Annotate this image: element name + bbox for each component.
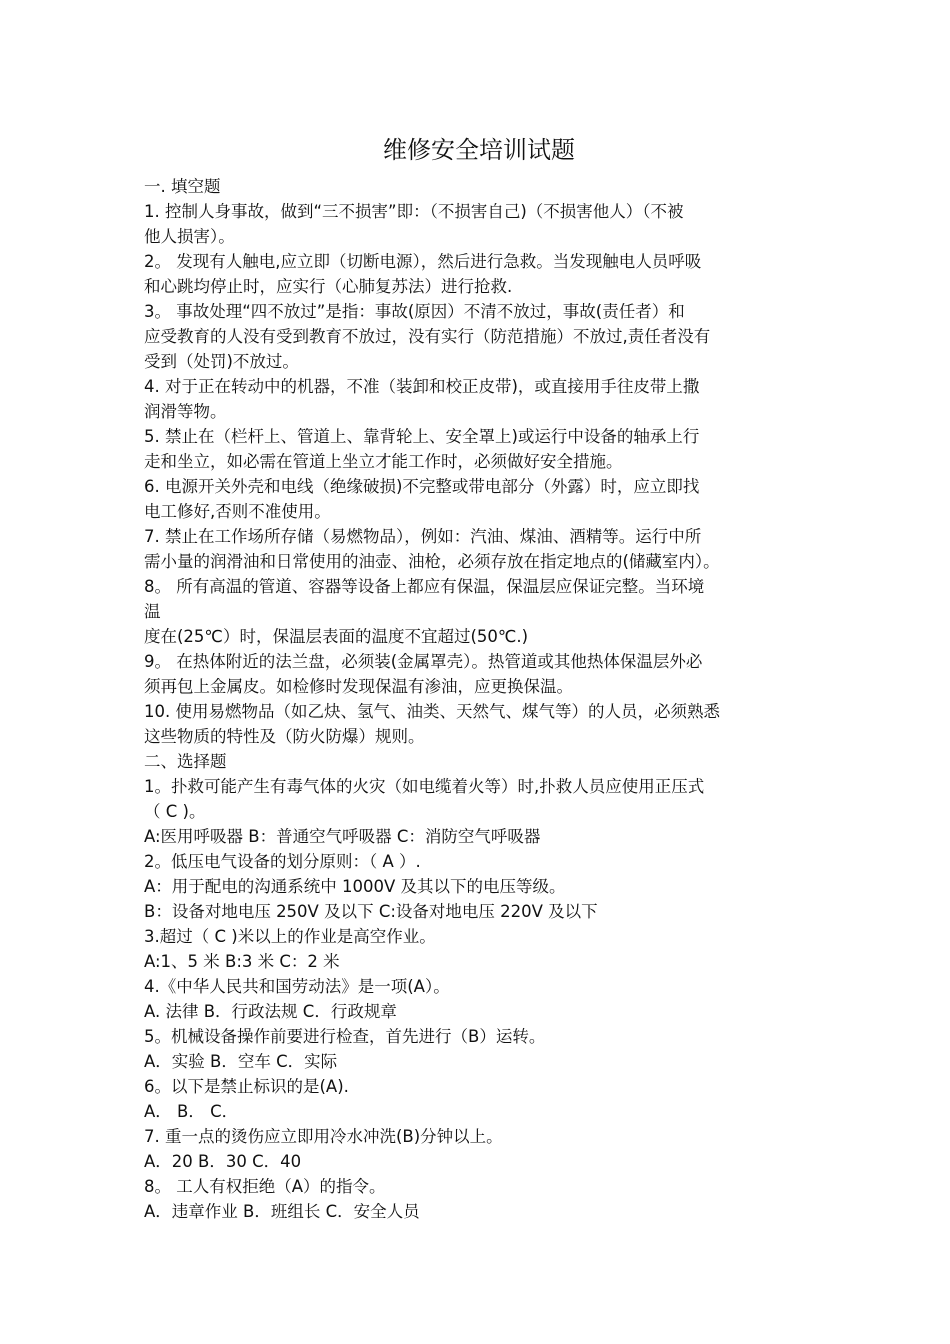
text-line: 1。扑救可能产生有毒气体的火灾（如电缆着火等）时,扑救人员应使用正压式 <box>144 777 705 796</box>
text-line: 6. 电源开关外壳和电线（绝缘破损)不完整或带电部分（外露）时，应立即找 <box>144 477 700 496</box>
text-line: 和心跳均停止时，应实行（心肺复苏法）进行抢救. <box>144 277 513 296</box>
text-line: B：设备对地电压 250V 及以下 C:设备对地电压 220V 及以下 <box>144 902 598 921</box>
text-line: 二、选择题 <box>144 752 227 771</box>
text-line: 应受教育的人没有受到教育不放过，没有实行（防范措施）不放过,责任者没有 <box>144 327 711 346</box>
text-line: A:医用呼吸器 B：普通空气呼吸器 C：消防空气呼吸器 <box>144 827 541 846</box>
text-line: A．实验 B．空车 C．实际 <box>144 1052 338 1071</box>
text-line: A．违章作业 B．班组长 C．安全人员 <box>144 1202 420 1221</box>
text-line: 一. 填空题 <box>144 177 221 196</box>
document-body <box>144 174 814 1224</box>
text-line: 电工修好,否则不准使用。 <box>144 502 331 521</box>
text-line: 润滑等物。 <box>144 402 227 421</box>
text-line: 度在(25℃）时，保温层表面的温度不宜超过(50℃.) <box>144 627 529 646</box>
text-line: 温 <box>144 602 161 621</box>
text-line: 9。 在热体附近的法兰盘，必须装(金属罩壳）。热管道或其他热体保温层外必 <box>144 652 703 671</box>
text-line: A．20 B．30 C．40 <box>144 1152 302 1171</box>
text-line: 8。 工人有权拒绝（A）的指令。 <box>144 1177 386 1196</box>
text-line: 受到（处罚)不放过。 <box>144 352 299 371</box>
text-line: 4.《中华人民共和国劳动法》是一项(A）。 <box>144 977 450 996</box>
text-line: 2。低压电气设备的划分原则：（ A ）. <box>144 852 421 871</box>
text-line: 5。机械设备操作前要进行检查，首先进行（B）运转。 <box>144 1027 546 1046</box>
text-line: 需小量的润滑油和日常使用的油壶、油枪，必须存放在指定地点的(储藏室内）。 <box>144 552 720 571</box>
text-line: 1. 控制人身事故，做到“三不损害”即：（不损害自己)（不损害他人）（不被 <box>144 202 684 221</box>
text-line: 8。 所有高温的管道、容器等设备上都应有保温，保温层应保证完整。当环境 <box>144 577 705 596</box>
text-line: （ C )。 <box>144 802 206 821</box>
text-line: 这些物质的特性及（防火防爆）规则。 <box>144 727 425 746</box>
text-line: 走和坐立，如必需在管道上坐立才能工作时，必须做好安全措施。 <box>144 452 623 471</box>
text-line: 5. 禁止在（栏杆上、管道上、靠背轮上、安全罩上)或运行中设备的轴承上行 <box>144 427 700 446</box>
text-line: 他人损害）。 <box>144 227 235 246</box>
text-line: 7. 禁止在工作场所存储（易燃物品），例如：汽油、煤油、酒精等。运行中所 <box>144 527 702 546</box>
text-line: A:1、5 米 B:3 米 C：2 米 <box>144 952 340 971</box>
text-line: 须再包上金属皮。如检修时发现保温有渗油，应更换保温。 <box>144 677 573 696</box>
text-line: 2。 发现有人触电,应立即（切断电源），然后进行急救。当发现触电人员呼吸 <box>144 252 702 271</box>
text-line: 4. 对于正在转动中的机器，不准（装卸和校正皮带)，或直接用手往皮带上撒 <box>144 377 700 396</box>
text-line: 10. 使用易燃物品（如乙炔、氢气、油类、天然气、煤气等）的人员，必须熟悉 <box>144 702 720 721</box>
text-line: 3.超过（ C )米以上的作业是高空作业。 <box>144 927 436 946</box>
document-page <box>144 130 814 1224</box>
document-title: 维修安全培训试题 <box>383 136 575 164</box>
text-line: 6。以下是禁止标识的是(A). <box>144 1077 349 1096</box>
text-line: A：用于配电的沟通系统中 1000V 及其以下的电压等级。 <box>144 877 566 896</box>
text-line: 3。 事故处理“四不放过”是指：事故(原因）不清不放过，事故(责任者）和 <box>144 302 685 321</box>
text-line: A. 法律 B．行政法规 C．行政规章 <box>144 1002 397 1021</box>
text-line: 7. 重一点的烫伤应立即用冷水冲洗(B)分钟以上。 <box>144 1127 503 1146</box>
text-line: A． B． C． <box>144 1102 239 1121</box>
